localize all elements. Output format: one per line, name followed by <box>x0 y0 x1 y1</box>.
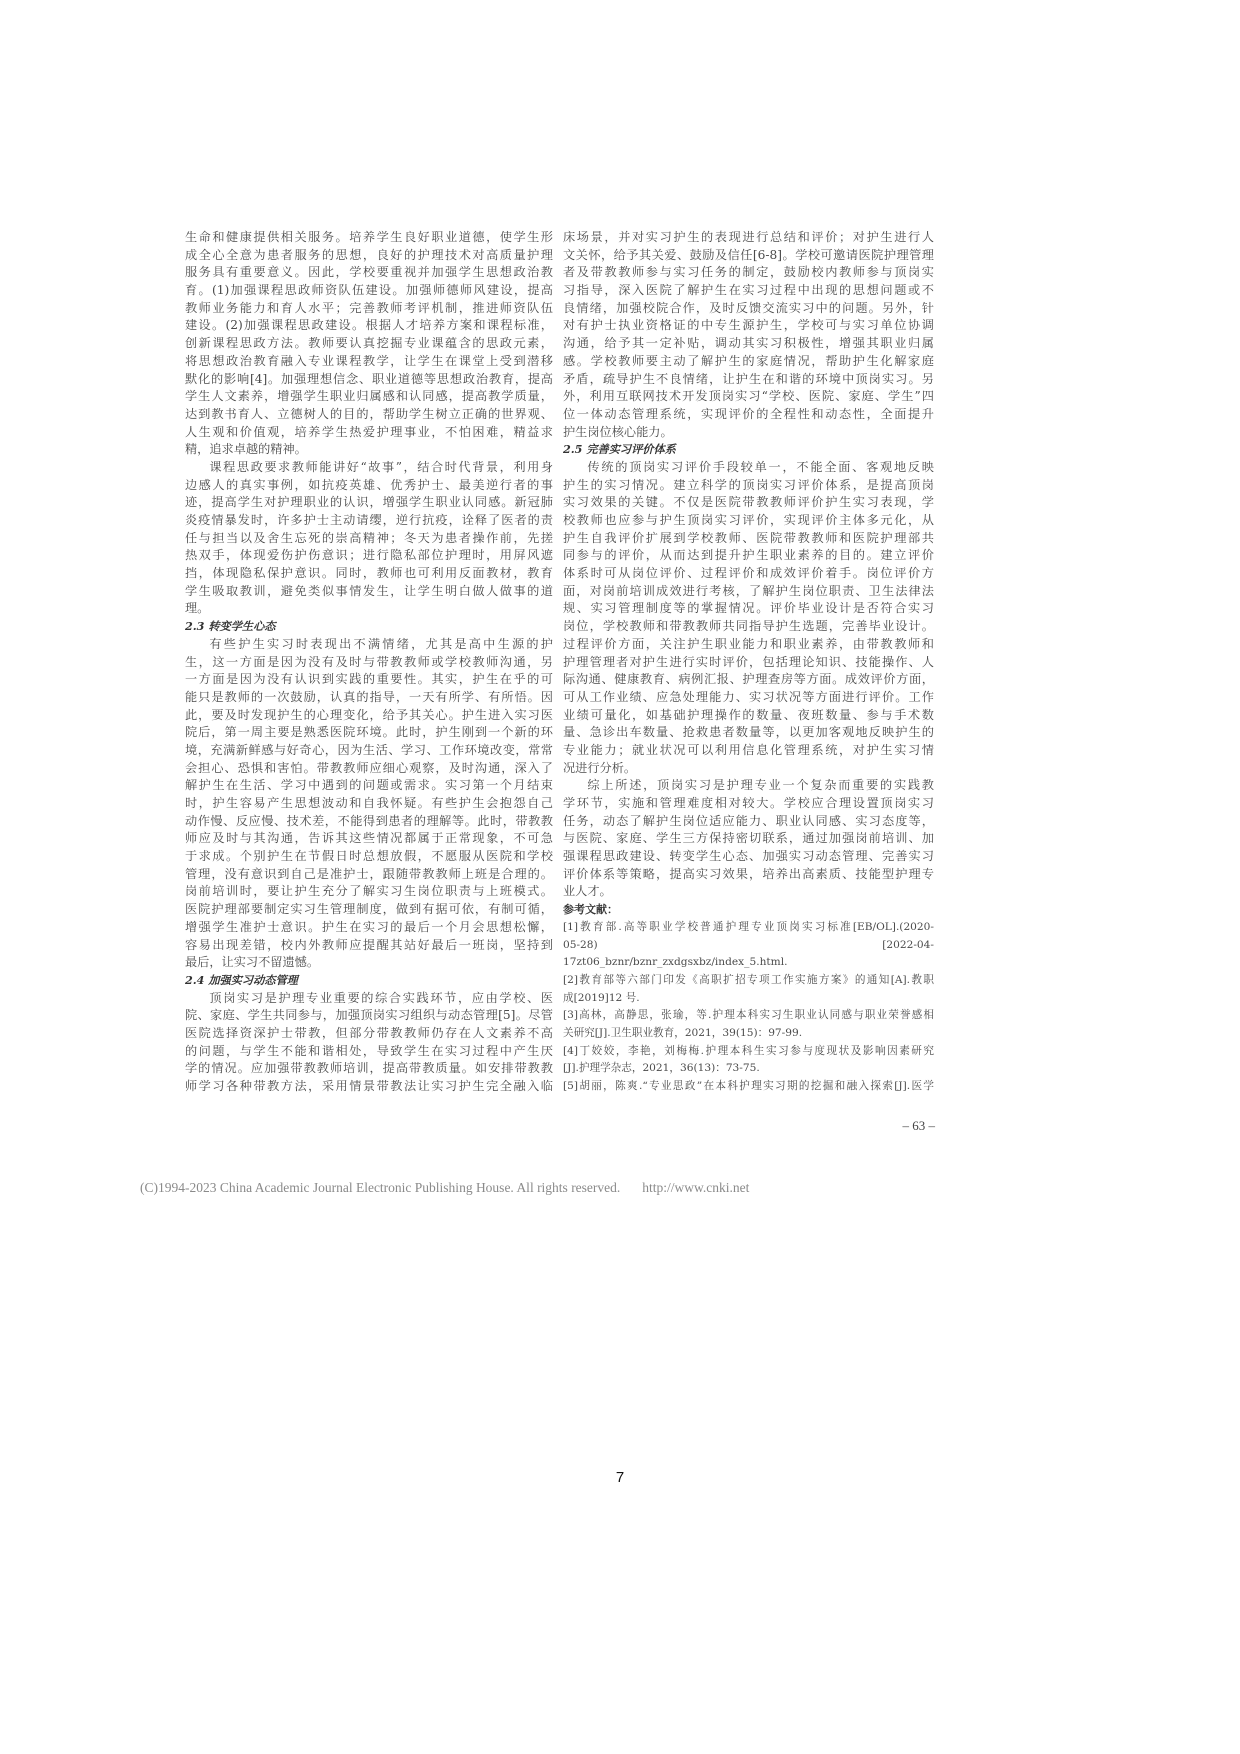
text-line: 过程评价方面，关注护生职业能力和职业素养，由带教教师和 <box>563 636 934 651</box>
text-line: 矛盾，疏导护生不良情绪，让护生在和谐的环境中顶岗实习。另 <box>563 371 934 386</box>
text-line: 生，这一方面是因为没有及时与带教教师或学校教师沟通，另 <box>185 654 553 669</box>
text-line: 实习效果的关键。不仅是医院带教教师评价护生实习表现，学 <box>563 495 934 510</box>
text-line: 最后，让实习不留遗憾。 <box>185 955 320 970</box>
section-heading: 2.5 完善实习评价体系 <box>563 442 676 457</box>
reference-line: [1]教育部.高等职业学校普通护理专业顶岗实习标准[EB/OL].(2020- <box>563 920 934 933</box>
text-line: 对有护士执业资格证的中专生源护生，学校可与实习单位协调 <box>563 318 934 333</box>
text-line: 时，护生容易产生思想波动和自我怀疑。有些护生会抱怨自己 <box>185 796 553 810</box>
text-line: 默化的影响[4]。加强理想信念、职业道德等思想政治教育，提高 <box>185 371 553 386</box>
text-line: 育。(1)加强课程思政师资队伍建设。加强师德师风建设，提高 <box>185 283 553 298</box>
text-line: 位一体动态管理系统，实现评价的全程性和动态性，全面提升 <box>563 406 934 421</box>
text-line: 医院选择资深护士带教，但部分带教教师仍存在人文素养不高 <box>185 1025 553 1040</box>
text-line: 可从工作业绩、应急处理能力、实习状况等方面进行评价。工作 <box>563 689 934 704</box>
reference-line: [J].护理学杂志，2021，36(13)：73-75. <box>563 1062 760 1075</box>
reference-line: 05-28) [2022-04- <box>563 938 934 951</box>
reference-line: 17zt06_bznr/bznr_zxdgsxbz/index_5.html. <box>563 956 788 969</box>
text-line: 际沟通、健康教育、病例汇报、护理查房等方面。成效评价方面， <box>563 672 934 687</box>
reference-line: 成[2019]12 号. <box>563 991 640 1004</box>
section-heading: 2.4 加强实习动态管理 <box>185 972 298 987</box>
text-line: 学的情况。应加强带教教师培训，提高带教质量。如安排带教教 <box>185 1061 553 1076</box>
text-line: 校教师也应参与护生顶岗实习评价，实现评价主体多元化，从 <box>563 513 934 527</box>
text-line: 传统的顶岗实习评价手段较单一，不能全面、客观地反映 <box>587 459 934 474</box>
text-line: 有些护生实习时表现出不满情绪，尤其是高中生源的护 <box>209 636 553 651</box>
text-line: 评价体系等策略，提高实习效果，培养出高素质、技能型护理专 <box>563 866 934 881</box>
text-line: 岗前培训时，要让护生充分了解实习生岗位职责与上班模式。 <box>185 884 553 899</box>
section-heading: 2.3 转变学生心态 <box>185 619 276 634</box>
reference-line: [4]丁姣姣，李艳，刘梅梅.护理本科生实习参与度现状及影响因素研究 <box>563 1044 934 1057</box>
text-line: 同参与的评价，从而达到提升护生职业素养的目的。建立评价 <box>563 548 934 563</box>
text-line: 人生观和价值观，培养学生热爱护理事业，不怕困难，精益求 <box>185 424 553 439</box>
copyright-text: (C)1994-2023 China Academic Journal Electronic Publishing House. All rights reserved. <box>140 1180 621 1195</box>
text-line: 热双手，体现爱伤护伤意识；进行隐私部位护理时，用屏风遮 <box>185 548 553 563</box>
text-line: 感。学校教师要主动了解护生的家庭情况，帮助护生化解家庭 <box>563 353 934 368</box>
text-line: 创新课程思政方法。教师要认真挖掘专业课蕴含的思政元素， <box>185 336 553 351</box>
text-line: 业人才。 <box>563 884 612 899</box>
text-line: 专业能力；就业状况可以利用信息化管理系统，对护生实习情 <box>563 742 934 757</box>
reference-line: 关研究[J].卫生职业教育，2021，39(15)：97-99. <box>563 1026 803 1039</box>
text-line: 教师业务能力和育人水平；完善教师考评机制，推进师资队伍 <box>185 300 553 315</box>
text-line: 学生人文素养，增强学生职业归属感和认同感，提高教学质量， <box>185 389 553 404</box>
reference-line: [5]胡丽，陈爽.“专业思政”在本科护理实习期的挖掘和融入探索[J].医学 <box>563 1080 934 1092</box>
text-line: 能只是教师的一次鼓励，认真的指导，一天有所学、有所悟。因 <box>185 689 553 704</box>
text-line: 医院护理部要制定实习生管理制度，做到有据可依，有制可循， <box>185 902 553 917</box>
text-line: 管理，没有意识到自己是准护士，跟随带教教师上班是合理的。 <box>185 866 553 881</box>
text-line: 者及带教教师参与实习任务的制定，鼓励校内教师参与顶岗实 <box>563 265 934 280</box>
text-line: 任与担当以及舍生忘死的崇高精神；冬天为患者操作前，先搓 <box>185 530 553 545</box>
text-line: 学环节，实施和管理难度相对较大。学校应合理设置顶岗实习 <box>563 796 934 810</box>
reference-line: [3]高林，高静思，张瑜，等.护理本科实习生职业认同感与职业荣誉感相 <box>563 1009 934 1022</box>
text-line: 与医院、家庭、学生三方保持密切联系，通过加强岗前培训、加 <box>563 831 934 846</box>
text-line: 综上所述，顶岗实习是护理专业一个复杂而重要的实践教 <box>587 778 934 793</box>
text-line: 强课程思政建设、转变学生心态、加强实习动态管理、完善实习 <box>563 849 934 864</box>
text-line: 迹，提高学生对护理职业的认识，增强学生职业认同感。新冠肺 <box>185 495 553 510</box>
copyright-url: http://www.cnki.net <box>642 1180 750 1195</box>
text-line: 护生自我评价扩展到学校教师、医院带教教师和医院护理部共 <box>563 530 934 545</box>
text-line: 况进行分析。 <box>563 760 637 775</box>
text-line: 面，对岗前培训成效进行考核，了解护生岗位职责、卫生法律法 <box>563 583 934 598</box>
text-line: 护理管理者对护生进行实时评价，包括理论知识、技能操作、人 <box>563 654 934 669</box>
text-line: 炎疫情暴发时，许多护士主动请缨，逆行抗疫，诠释了医者的责 <box>185 513 553 527</box>
text-line: 挡，体现隐私保护意识。同时，教师也可利用反面教材，教育 <box>185 566 553 581</box>
references-heading: 参考文献： <box>563 903 618 917</box>
text-line: 床场景，并对实习护生的表现进行总结和评价；对护生进行人 <box>563 230 934 244</box>
text-line: 外，利用互联网技术开发顶岗实习“学校、医院、家庭、学生”四 <box>563 389 934 404</box>
text-line: 生命和健康提供相关服务。培养学生良好职业道德，使学生形 <box>185 230 553 244</box>
text-line: 边感人的真实事例，如抗疫英雄、优秀护士、最美逆行者的事 <box>185 477 553 492</box>
text-line: 解护生在生活、学习中遇到的问题或需求。实习第一个月结束 <box>185 778 553 793</box>
text-line: 沟通，给予其一定补贴，调动其实习积极性，增强其职业归属 <box>563 336 934 351</box>
text-line: 会担心、恐惧和害怕。带教教师应细心观察，及时沟通，深入了 <box>185 760 553 775</box>
text-line: 良情绪，加强校院合作，及时反馈交流实习中的问题。另外，针 <box>563 300 934 315</box>
text-line: 此，要及时发现护生的心理变化，给予其关心。护生进入实习医 <box>185 707 553 722</box>
copyright-notice <box>140 1180 749 1196</box>
text-line: 于求成。个别护生在节假日时总想放假，不愿服从医院和学校 <box>185 849 553 864</box>
text-line: 规、实习管理制度等的掌握情况。评价毕业设计是否符合实习 <box>563 601 934 616</box>
text-line: 建设。(2)加强课程思政建设。根据人才培养方案和课程标准， <box>185 318 553 333</box>
text-line: 师学习各种带教方法，采用情景带教法让实习护生完全融入临 <box>185 1079 553 1093</box>
left-column <box>185 229 553 1096</box>
text-line: 体系时可从岗位评价、过程评价和成效评价着手。岗位评价方 <box>563 566 934 581</box>
journal-page-number: – 63 – <box>902 1118 935 1133</box>
text-line: 任务，动态了解护生岗位适应能力、职业认同感、实习态度等， <box>563 813 934 828</box>
text-line: 境，充满新鲜感与好奇心，因为生活、学习、工作环境改变，常常 <box>185 742 553 757</box>
text-line: 服务具有重要意义。因此，学校要重视并加强学生思想政治教 <box>185 265 553 280</box>
text-line: 理。 <box>185 601 210 616</box>
text-line: 学生吸取教训，避免类似事情发生，让学生明白做人做事的道 <box>185 583 553 598</box>
text-line: 量、急诊出车数量、抢救患者数量等，以更加客观地反映护生的 <box>563 725 934 740</box>
text-line: 容易出现差错，校内外教师应提醒其站好最后一班岗，坚持到 <box>185 937 553 952</box>
text-line: 成全心全意为患者服务的思想，良好的护理技术对高质量护理 <box>185 247 553 262</box>
text-line: 顶岗实习是护理专业重要的综合实践环节，应由学校、医 <box>209 990 553 1005</box>
text-line: 文关怀，给予其关爱、鼓励及信任[6-8]。学校可邀请医院护理管理 <box>563 247 934 262</box>
document-page-number: 7 <box>615 1469 625 1486</box>
text-line: 增强学生准护士意识。护生在实习的最后一个月会思想松懈， <box>185 919 553 934</box>
text-line: 一方面是因为没有认识到实践的重要性。其实，护生在乎的可 <box>185 672 553 687</box>
reference-line: [2]教育部等六部门印发《高职扩招专项工作实施方案》的通知[A].教职 <box>563 973 934 986</box>
text-line: 业绩可量化，如基础护理操作的数量、夜班数量、参与手术数 <box>563 707 934 722</box>
text-line: 护生岗位核心能力。 <box>563 424 673 439</box>
text-line: 师应及时与其沟通，告诉其这些情况都属于正常现象，不可急 <box>185 831 553 846</box>
right-column <box>563 229 934 1096</box>
text-line: 达到教书育人、立德树人的目的，帮助学生树立正确的世界观、 <box>185 406 553 421</box>
text-line: 动作慢、反应慢、技术差，不能得到患者的理解等。此时，带教教 <box>185 813 553 828</box>
text-line: 的问题，与学生不能和谐相处，导致学生在实习过程中产生厌 <box>185 1043 553 1058</box>
text-line: 护生的实习情况。建立科学的顶岗实习评价体系，是提高顶岗 <box>563 477 934 492</box>
text-line: 精，追求卓越的精神。 <box>185 442 307 457</box>
text-line: 课程思政要求教师能讲好“故事”，结合时代背景，利用身 <box>209 459 553 474</box>
text-line: 将思想政治教育融入专业课程教学，让学生在课堂上受到潜移 <box>185 353 553 368</box>
text-line: 院后，第一周主要是熟悉医院环境。此时，护生刚到一个新的环 <box>185 725 553 740</box>
text-line: 院、家庭、学生共同参与，加强顶岗实习组织与动态管理[5]。尽管 <box>185 1008 553 1023</box>
text-line: 习指导，深入医院了解护生在实习过程中出现的思想问题或不 <box>563 283 934 298</box>
text-line: 岗位，学校教师和带教教师共同指导护生选题，完善毕业设计。 <box>563 619 934 634</box>
